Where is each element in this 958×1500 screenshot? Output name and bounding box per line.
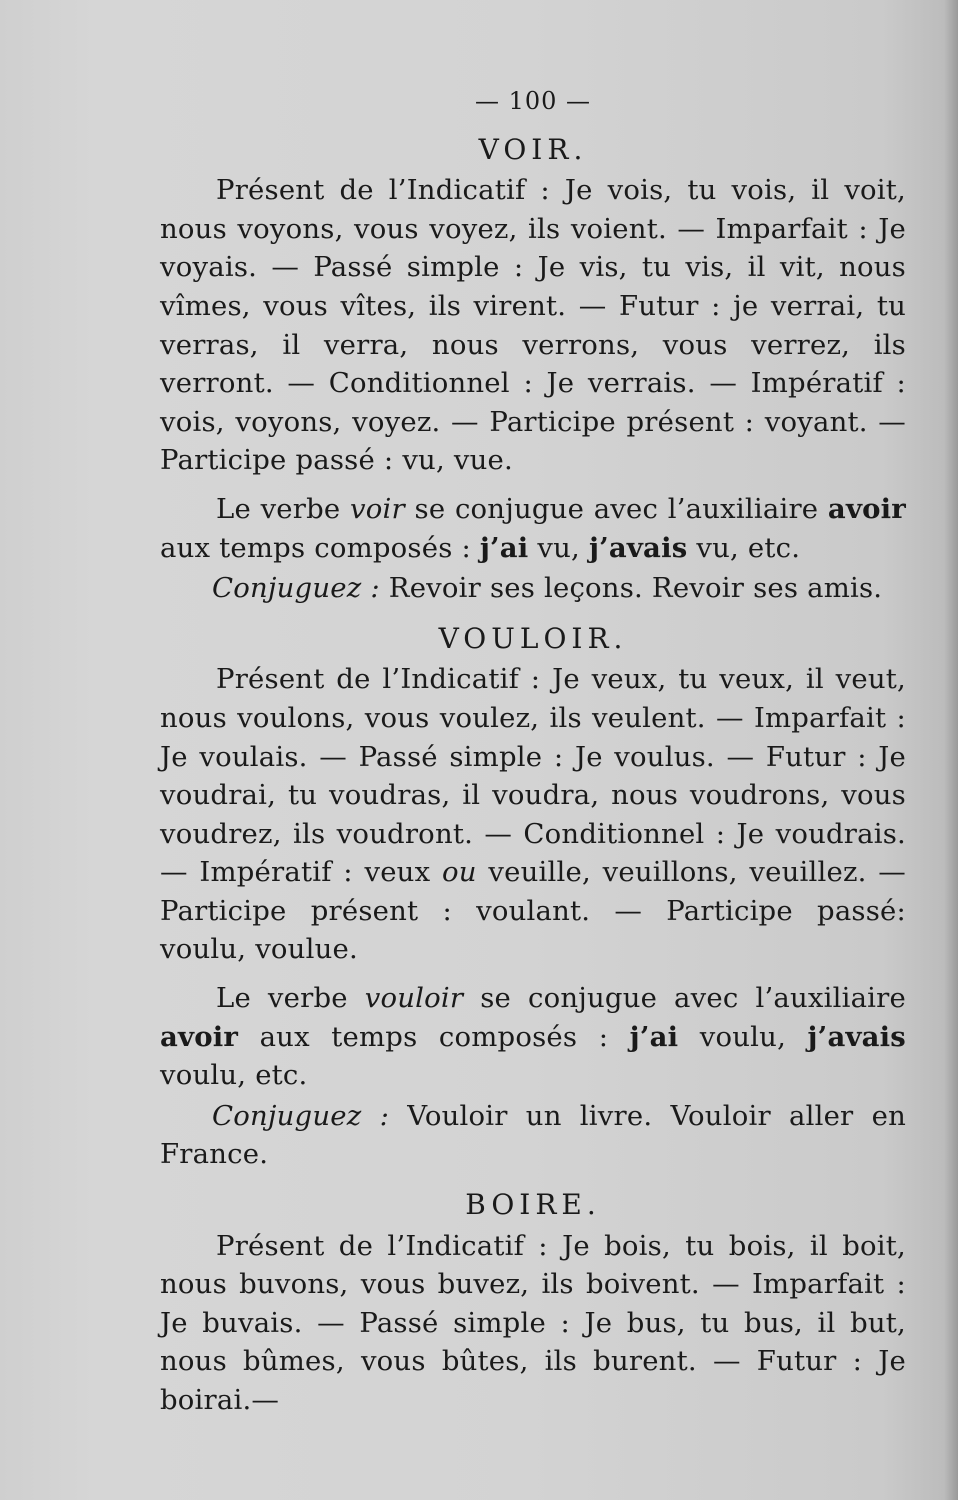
text-segment: voulu, [678,1020,808,1053]
conjugation-boire: Présent de l’Indicatif : Je bois, tu bois, il boit, nous buvons, vous buvez, ils boivent. — Imparfait : Je buvais. — Passé simple : Je bus, tu bus, il but, nous bûmes, vous bûtes, ils burent. — Futur : Je boirai.— [160,1229,906,1416]
section-boire [160,1186,906,1420]
exercise-label: Conjuguez : [212,1099,390,1132]
section-voir [160,131,906,608]
text-segment: aux temps composés : [238,1020,630,1053]
compound-form: j’avais [807,1020,906,1053]
exercise-text: Vouloir un livre. Vouloir aller en France. [160,1099,906,1171]
text-segment: aux temps composés : [160,531,480,564]
exercise-vouloir [160,1097,906,1174]
verb-name: vouloir [364,982,464,1015]
auxiliary-verb: avoir [160,1020,239,1053]
conjugation-vouloir [160,660,906,969]
conjugation-voir: Présent de l’Indicatif : Je vois, tu vois, il voit, nous voyons, vous voyez, ils voient. — Imparfait : Je voyais. — Passé simple : Je vis, tu vis, il vit, nous vîmes, vous vîtes, ils virent. — Futur : je verrai, tu verras, il verra, nous verrons, vous verrez, ils verront. — Conditionnel : Je verrais. — Impératif : vois, voyons, voyez. — Participe présent : voyant. — Participe passé : vu, vue. [160,174,906,477]
text-segment: Le verbe [216,982,365,1015]
text-segment: veuille, veuillons, veuillez. — Participe présent : voulant. — Participe passé: voulu, voulue. [160,856,906,966]
conjunction: ou [442,856,477,889]
page-edge-shadow [944,0,958,1500]
compound-form: j’ai [479,531,529,564]
text-segment: voulu, etc. [160,1059,308,1092]
section-title-vouloir: VOULOIR. [438,621,628,655]
exercise-voir [160,569,906,608]
exercise-text: Revoir ses leçons. Revoir ses amis. [379,572,883,605]
section-title-voir: VOIR. [478,132,588,166]
section-title-boire: BOIRE. [465,1188,601,1222]
auxiliary-note-voir [160,490,906,567]
text-segment: Présent de l’Indicatif : Je veux, tu veux, il veut, nous voulons, vous voulez, ils veulent. — Imparfait : Je voulais. — Passé simple : Je voulus. — Futur : Je voudrai, tu voudras, il voudra, nous voudrons, vous voudrez, ils voudront. — Conditionnel : Je voudrais. — Impératif : veux [160,663,906,889]
page-number: — 100 — [474,87,592,115]
text-segment: vu, [528,531,589,564]
text-segment: Le verbe [216,492,351,525]
section-vouloir [160,620,906,1174]
page-content [160,82,906,1432]
exercise-label: Conjuguez : [212,572,380,605]
verb-name: voir [350,492,405,525]
compound-form: j’avais [588,531,688,564]
auxiliary-note-vouloir [160,979,906,1095]
text-segment: vu, etc. [687,531,801,564]
auxiliary-verb: avoir [827,492,906,525]
text-segment: se conjugue avec l’auxiliaire [404,492,828,525]
compound-form: j’ai [629,1020,679,1053]
text-segment: se conjugue avec l’auxiliaire [463,982,906,1015]
